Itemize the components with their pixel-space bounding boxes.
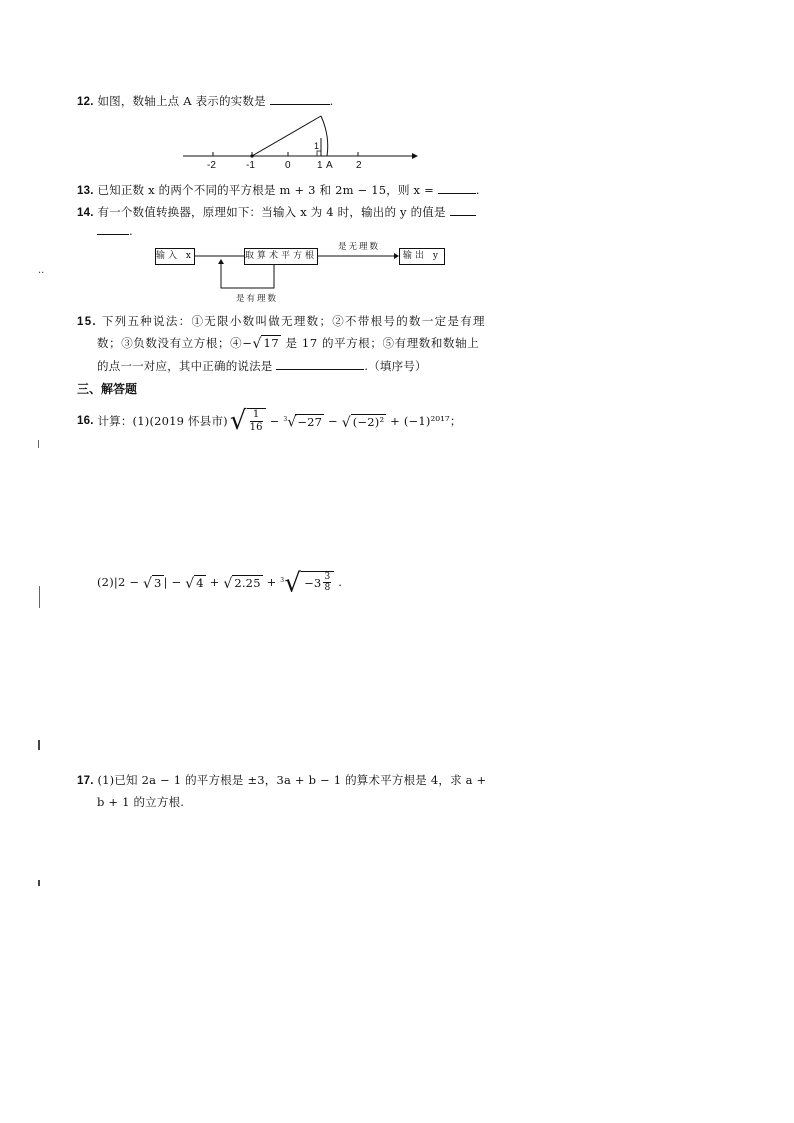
radicand: 17: [263, 336, 280, 350]
question-end: .（填序号）: [364, 359, 427, 373]
sqrt-2-25: √ 2.25: [223, 575, 261, 592]
flow-input-box: 输入 x: [155, 248, 195, 265]
scan-mark: [36, 586, 40, 608]
operator: −: [328, 414, 338, 428]
fraction-numerator: 1: [250, 409, 263, 422]
radicand: 3: [154, 575, 162, 590]
text-segment: + (−1)²⁰¹⁷；: [390, 414, 462, 428]
answer-blank-continued: [97, 222, 129, 235]
sqrt-4: √ 4: [185, 575, 204, 592]
flow-label-rational: 是有理数: [236, 294, 279, 304]
section-heading: 三、解答题: [77, 382, 138, 396]
radicand: 4: [196, 575, 204, 590]
question-text: 有一个数值转换器，原理如下：当输入 x 为 4 时，输出的 y 的值是: [97, 205, 446, 219]
sqrt-minus-2-squared: √ (−2)²: [341, 414, 385, 431]
tick-label-2: 2: [356, 160, 362, 171]
scan-mark: [38, 740, 40, 750]
question-number: 15.: [77, 316, 97, 328]
question-text: 已知正数 x 的两个不同的平方根是 m + 3 和 2m − 15，则 x =: [97, 183, 434, 197]
tick-label-minus-2: -2: [207, 160, 216, 171]
scan-mark: [38, 880, 40, 886]
question-17: [77, 772, 486, 788]
whole-part: −3: [304, 575, 322, 590]
question-text-line1: (1)已知 2a − 1 的平方根是 ±3，3a + b − 1 的算术平方根是 4，求 a +: [97, 773, 487, 787]
question-14: [77, 203, 476, 220]
scan-mark: [38, 440, 42, 448]
question-number: 16.: [77, 415, 94, 427]
question-12: [77, 92, 334, 109]
answer-blank: [438, 181, 476, 194]
scan-mark: ··: [38, 268, 45, 279]
question-number: 13.: [77, 185, 94, 197]
text-segment: 数；③负数没有立方根；④−: [97, 336, 253, 350]
question-end: .: [329, 94, 334, 108]
tick-label-0: 0: [285, 160, 291, 171]
right-angle-mark: [317, 151, 321, 156]
operator: −: [269, 414, 280, 428]
arrowhead: [218, 259, 224, 264]
number-line-figure: [180, 108, 420, 173]
question-17-line2: [97, 794, 184, 810]
sqrt-3: √ 3: [143, 575, 162, 592]
flow-output-box: 输出 y: [399, 248, 445, 265]
point-minus-1: [250, 154, 253, 157]
radicand: −27: [297, 414, 323, 429]
text-segment: 是 17 的平方根；⑤有理数和数轴上: [285, 336, 480, 350]
question-text-line1: 下列五种说法：①无限小数叫做无理数；②不带根号的数一定是有理: [101, 314, 486, 328]
cube-root-minus-27: $^3$√ −27: [283, 414, 323, 431]
question-end: .: [475, 183, 480, 197]
height-label: 1: [314, 141, 320, 151]
flow-label-irrational: 是无理数: [338, 242, 381, 252]
question-number: 14.: [77, 207, 94, 219]
answer-blank: [450, 203, 476, 216]
question-end: .: [129, 224, 133, 238]
sqrt-17: √ 17: [252, 336, 280, 352]
fraction-denominator: 16: [249, 422, 263, 433]
sqrt-fraction: √ $\frac{1}{16}$: [230, 408, 266, 434]
question-end: .: [338, 575, 343, 590]
question-number: 17.: [77, 775, 94, 787]
question-text: 如图，数轴上点 A 表示的实数是: [97, 94, 266, 108]
radicand: (−2)²: [352, 414, 385, 429]
question-16-part2: [97, 568, 342, 597]
question-number: 12.: [77, 96, 94, 108]
question-15: [77, 313, 486, 329]
tick-label-minus-1: -1: [246, 160, 255, 171]
tick-label-1: 1: [317, 160, 323, 171]
question-text-line2: b + 1 的立方根.: [97, 795, 185, 809]
text-segment: | −: [163, 575, 182, 590]
operator: +: [209, 575, 220, 590]
text-segment: 计算：(1)(2019 怀县市): [97, 414, 228, 428]
question-15-line3: [97, 357, 427, 374]
compass-arc: [321, 116, 328, 156]
radicand: 2.25: [234, 575, 261, 590]
flow-process-box: 取算术平方根: [244, 248, 318, 265]
question-16-part1: [77, 408, 462, 434]
point-a-label: A: [326, 160, 333, 171]
axis-arrow: [412, 153, 418, 159]
question-15-line2: [97, 335, 479, 351]
question-13: [77, 181, 480, 198]
answer-blank: [276, 357, 364, 370]
hypotenuse: [252, 116, 321, 156]
fraction-denominator: 8: [324, 583, 331, 594]
answer-blank: [270, 92, 330, 105]
fraction-numerator: 3: [324, 572, 331, 583]
text-segment: 的点一一对应，其中正确的说法是: [97, 359, 273, 373]
operator: +: [266, 575, 277, 590]
question-14-continued: [97, 222, 133, 238]
text-segment: (2)|2 −: [97, 575, 140, 590]
cube-root-mixed-number: $^3$√ −3 $\frac{3}{8}$: [280, 568, 334, 597]
